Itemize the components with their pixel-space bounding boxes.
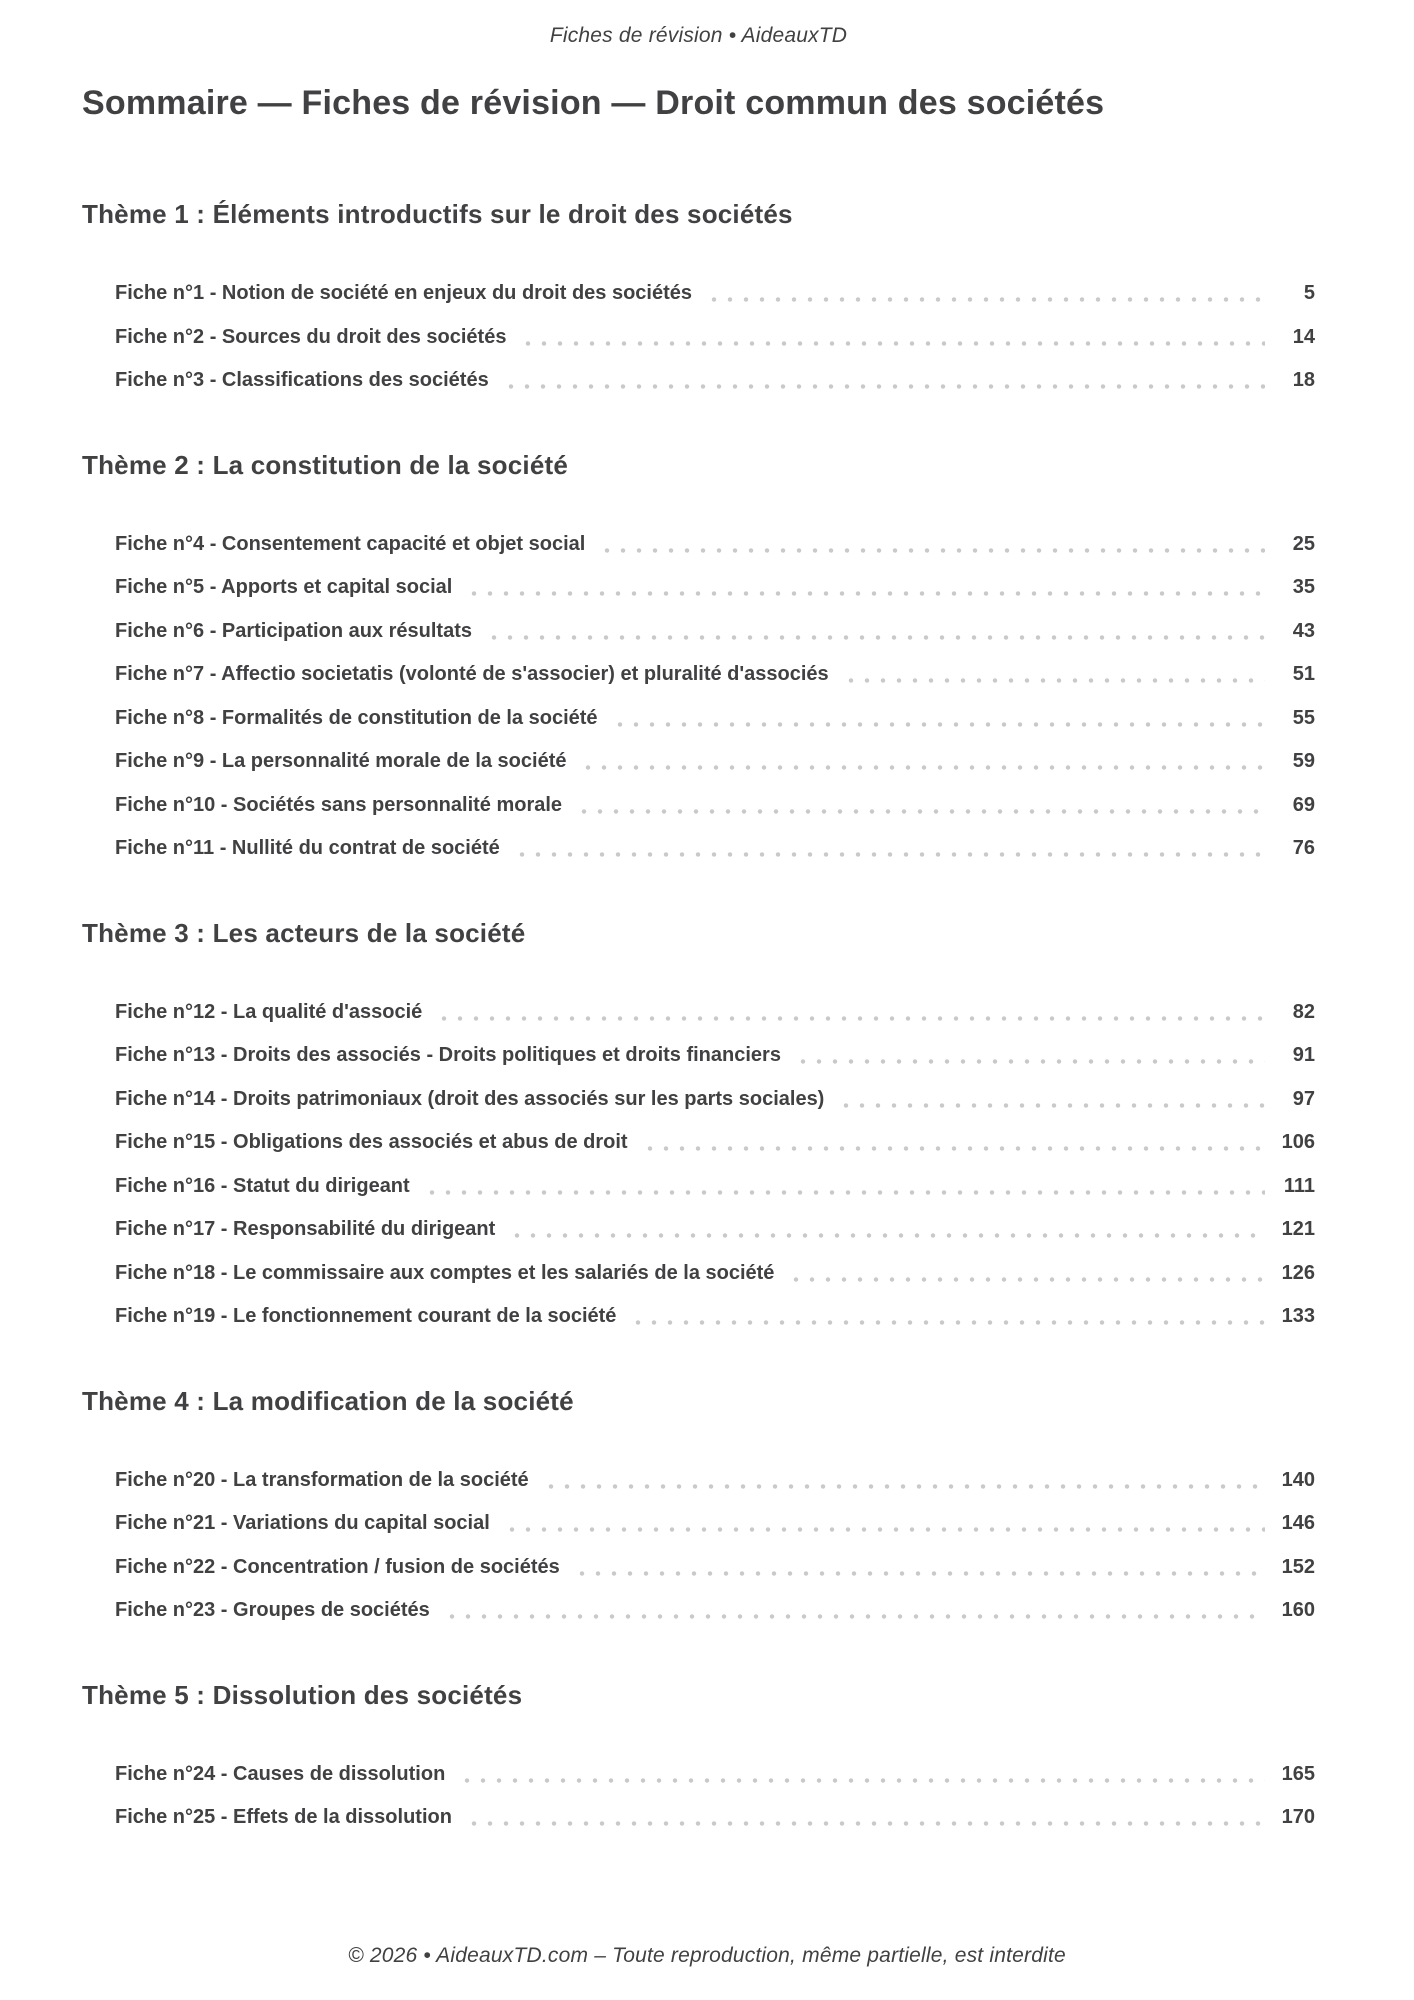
dot-leader [642,1146,1265,1151]
toc-entry-page-number: 59 [1292,750,1315,773]
dot-leader [503,384,1265,389]
dot-leader [576,809,1265,814]
dot-leader [444,1614,1265,1619]
toc-entry-page-number: 126 [1281,1261,1315,1284]
toc-entry-page-number: 170 [1281,1806,1315,1829]
toc-entry-label: Fiche n°12 - La qualité d'associé [115,1000,423,1023]
theme-section-3 [82,918,1315,1339]
toc-entry-page-number: 43 [1292,619,1315,642]
toc-entry[interactable] [82,1753,1315,1797]
dot-leader [466,591,1265,596]
toc-entry[interactable] [82,1252,1315,1296]
dot-leader [436,1016,1265,1021]
toc-entry-page-number: 91 [1292,1044,1315,1067]
toc-entry-label: Fiche n°22 - Concentration / fusion de sociétés [115,1555,560,1578]
toc-entry[interactable] [82,1546,1315,1590]
toc-entry[interactable] [82,1589,1315,1633]
table-of-contents [82,199,1315,1840]
toc-entry-label: Fiche n°3 - Classifications des sociétés [115,369,489,392]
toc-entry-label: Fiche n°14 - Droits patrimoniaux (droit des associés sur les parts sociales) [115,1087,825,1110]
theme-section-2 [82,450,1315,871]
theme-heading: Thème 1 : Éléments introductifs sur le droit des sociétés [82,199,793,229]
toc-entry-page-number: 82 [1292,1000,1315,1023]
toc-entry-page-number: 160 [1281,1599,1315,1622]
toc-entry-page-number: 69 [1292,793,1315,816]
dot-leader [459,1778,1265,1783]
theme-entries [82,1459,1315,1633]
toc-entry-page-number: 5 [1303,282,1315,305]
toc-entry-label: Fiche n°23 - Groupes de sociétés [115,1599,430,1622]
toc-entry-label: Fiche n°18 - Le commissaire aux comptes et les salariés de la société [115,1261,775,1284]
toc-entry-label: Fiche n°24 - Causes de dissolution [115,1762,446,1785]
theme-entries [82,991,1315,1339]
dot-leader [706,297,1265,302]
toc-entry-page-number: 106 [1281,1131,1315,1154]
toc-entry-label: Fiche n°5 - Apports et capital social [115,576,453,599]
toc-entry[interactable] [82,740,1315,784]
toc-entry[interactable] [82,316,1315,360]
toc-entry-label: Fiche n°17 - Responsabilité du dirigeant [115,1218,496,1241]
theme-section-1 [82,199,1315,403]
theme-heading: Thème 3 : Les acteurs de la société [82,917,526,948]
dot-leader [574,1571,1265,1576]
toc-entry-page-number: 55 [1292,706,1315,729]
toc-entry-page-number: 25 [1292,532,1315,555]
toc-entry-label: Fiche n°1 - Notion de société en enjeux du droit des sociétés [115,282,693,305]
toc-entry-page-number: 165 [1281,1762,1315,1785]
toc-entry[interactable] [82,610,1315,654]
toc-entry-label: Fiche n°2 - Sources du droit des sociétés [115,325,507,348]
toc-entry-label: Fiche n°4 - Consentement capacité et objet social [115,532,586,555]
dot-leader [795,1059,1265,1064]
toc-entry[interactable] [82,1078,1315,1122]
theme-heading: Thème 2 : La constitution de la société [82,449,569,480]
theme-heading: Thème 5 : Dissolution des sociétés [82,1679,523,1710]
dot-leader [838,1103,1265,1108]
dot-leader [612,722,1265,727]
theme-entries [82,523,1315,871]
toc-entry[interactable] [82,566,1315,610]
toc-entry-page-number: 51 [1292,663,1315,686]
toc-entry-label: Fiche n°20 - La transformation de la société [115,1468,529,1491]
copyright-footer: © 2026 • AideauxTD.com – Toute reproduction, même partielle, est interdite [348,1944,1066,1967]
toc-entry-label: Fiche n°25 - Effets de la dissolution [115,1806,452,1829]
theme-entries [82,1753,1315,1840]
dot-leader [486,635,1265,640]
toc-entry[interactable] [82,1796,1315,1840]
toc-entry[interactable] [82,359,1315,403]
toc-entry[interactable] [82,1165,1315,1209]
toc-entry-label: Fiche n°21 - Variations du capital social [115,1512,490,1535]
toc-entry[interactable] [82,784,1315,828]
toc-entry-label: Fiche n°11 - Nullité du contrat de société [115,837,500,860]
toc-entry[interactable] [82,991,1315,1035]
toc-entry-label: Fiche n°10 - Sociétés sans personnalité morale [115,793,563,816]
toc-entry-label: Fiche n°19 - Le fonctionnement courant de la société [115,1305,617,1328]
toc-entry[interactable] [82,827,1315,871]
toc-entry[interactable] [82,1121,1315,1165]
theme-entries [82,272,1315,403]
dot-leader [630,1320,1265,1325]
running-header: Fiches de révision • AideauxTD [549,24,848,47]
toc-entry-page-number: 111 [1283,1174,1315,1197]
toc-entry[interactable] [82,1034,1315,1078]
toc-entry-label: Fiche n°6 - Participation aux résultats [115,619,472,642]
toc-entry-page-number: 35 [1292,576,1315,599]
page-title: Sommaire — Fiches de révision — Droit commun des sociétés [82,84,1105,122]
dot-leader [543,1484,1265,1489]
toc-entry-label: Fiche n°7 - Affectio societatis (volonté de s'associer) et pluralité d'associés [115,663,829,686]
dot-leader [520,341,1265,346]
toc-entry-label: Fiche n°9 - La personnalité morale de la société [115,750,567,773]
theme-section-5 [82,1680,1315,1840]
dot-leader [843,678,1265,683]
dot-leader [504,1527,1265,1532]
toc-entry-page-number: 152 [1281,1555,1315,1578]
toc-entry[interactable] [82,697,1315,741]
toc-entry[interactable] [82,1295,1315,1339]
toc-entry-page-number: 146 [1281,1512,1315,1535]
toc-entry[interactable] [82,1459,1315,1503]
toc-entry-page-number: 76 [1292,837,1315,860]
theme-section-4 [82,1386,1315,1633]
toc-entry[interactable] [82,653,1315,697]
toc-entry-label: Fiche n°16 - Statut du dirigeant [115,1174,410,1197]
toc-entry-page-number: 18 [1292,369,1315,392]
dot-leader [599,548,1265,553]
dot-leader [424,1190,1265,1195]
toc-entry[interactable] [82,1502,1315,1546]
toc-entry[interactable] [82,272,1315,316]
toc-entry[interactable] [82,1208,1315,1252]
toc-entry-label: Fiche n°8 - Formalités de constitution de la société [115,706,598,729]
toc-entry-page-number: 14 [1292,325,1315,348]
toc-entry-page-number: 121 [1281,1218,1315,1241]
toc-entry-page-number: 140 [1281,1468,1315,1491]
dot-leader [580,765,1265,770]
toc-entry-label: Fiche n°13 - Droits des associés - Droits politiques et droits financiers [115,1044,781,1067]
dot-leader [788,1277,1265,1282]
toc-entry[interactable] [82,523,1315,567]
dot-leader [509,1233,1265,1238]
dot-leader [466,1821,1265,1826]
toc-entry-label: Fiche n°15 - Obligations des associés et abus de droit [115,1131,628,1154]
theme-heading: Thème 4 : La modification de la société [82,1385,574,1416]
toc-entry-page-number: 97 [1292,1087,1315,1110]
dot-leader [514,852,1265,857]
toc-entry-page-number: 133 [1281,1305,1315,1328]
